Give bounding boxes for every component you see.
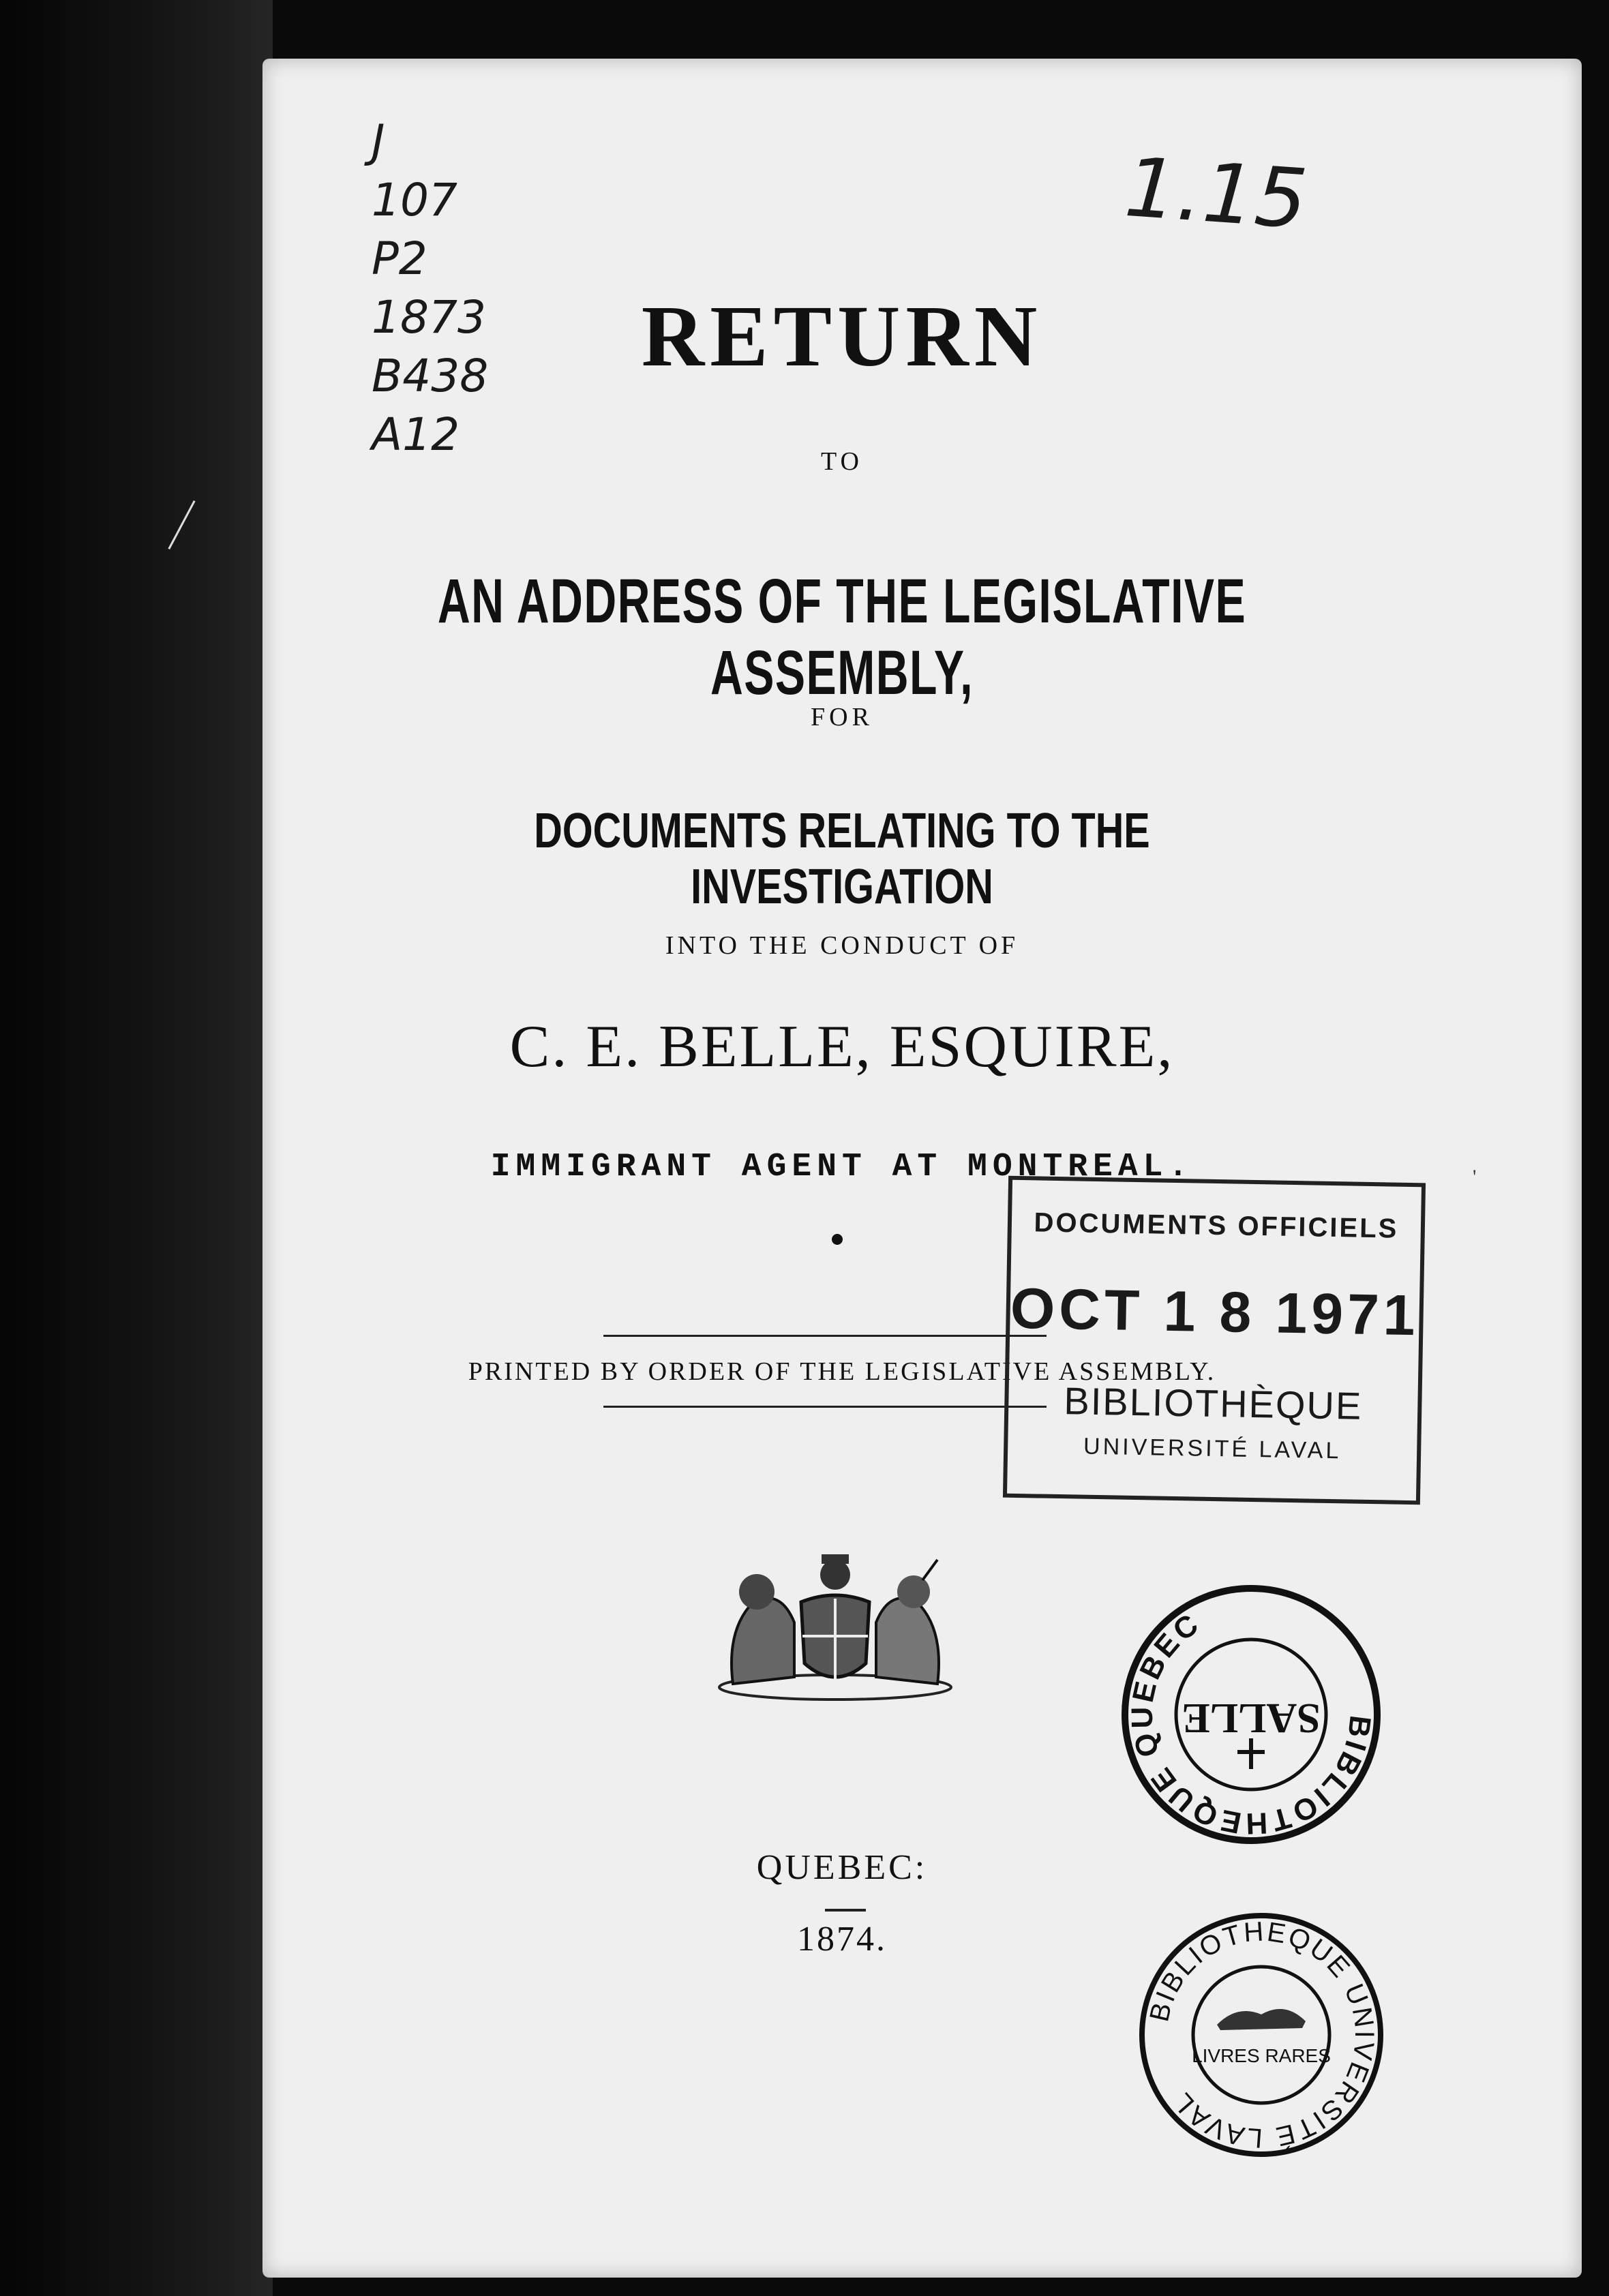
seal-center-text: LIVRES RARES [1192,2045,1331,2066]
rule-top [603,1335,1047,1337]
imprint-rule [825,1909,866,1912]
stamp-line-1: DOCUMENTS OFFICIELS [1034,1207,1399,1244]
printed-by: PRINTED BY ORDER OF THE LEGISLATIVE ASSEMBLY. [468,1357,1216,1386]
title-position: IMMIGRANT AGENT AT MONTREAL. [490,1149,1194,1185]
title-into: INTO THE CONDUCT OF [665,931,1019,960]
title-for: FOR [811,703,873,731]
main-title: RETURN [641,288,1043,384]
seal-ring-text: BIBLIOTHEQUE QUEBEC [1125,1606,1377,1841]
pencil-note: 1.15 [1122,140,1310,248]
book-spine [0,0,273,2296]
title-documents: DOCUMENTS RELATING TO THE INVESTIGATION [534,804,1150,914]
title-name: C. E. BELLE, ESQUIRE, [509,1014,1175,1080]
edge-mark: ' [1473,1166,1477,1188]
ornament-dot [832,1234,843,1245]
imprint-place: QUEBEC: [756,1848,928,1887]
stamp-line-3: BIBLIOTHÈQUE [1063,1379,1363,1428]
title-address: AN ADDRESS OF THE LEGISLATIVE ASSEMBLY, [437,567,1247,708]
call-number-line: A12 [372,408,460,461]
call-number-line: J [372,115,385,168]
stamp-date: OCT 1 8 1971 [1010,1275,1420,1348]
call-number-line: 1873 [372,291,486,344]
seal-bibliotheque-quebec [1118,1582,1384,1847]
title-to: TO [821,447,863,476]
call-number-line: 107 [372,174,457,226]
call-number-line: P2 [372,232,427,285]
stamp-line-4: UNIVERSITÉ LAVAL [1083,1433,1342,1464]
seal-center-text: SALLE [1182,1695,1321,1741]
royal-coat-of-arms-icon [706,1547,965,1718]
seal-ring-text: BIBLIOTHEQUE UNIVERSITÉ LAVAL [1144,1916,1380,2154]
rule-bottom [603,1406,1047,1408]
svg-text:BIBLIOTHEQUE UNIVERSITÉ LAVAL [1144,1916,1379,2153]
received-stamp [1003,1176,1426,1505]
call-number-line: B438 [372,350,489,402]
imprint-year: 1874. [797,1920,887,1959]
seal-bibliotheque-laval [1135,1909,1387,2161]
